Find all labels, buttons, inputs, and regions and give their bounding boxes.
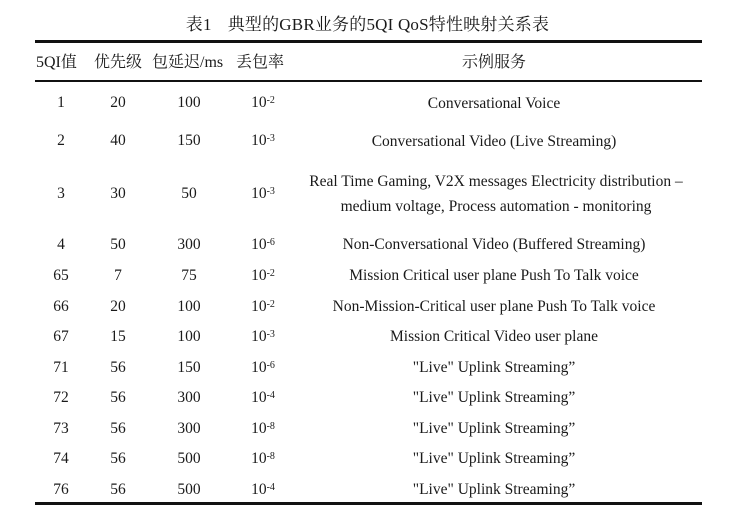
cell-example-service: Conversational Voice bbox=[427, 94, 561, 112]
cell-5qi: 71 bbox=[53, 358, 69, 376]
loss-base: 10 bbox=[251, 480, 267, 498]
cell-5qi: 76 bbox=[53, 480, 69, 498]
loss-base: 10 bbox=[251, 449, 267, 467]
cell-5qi: 3 bbox=[57, 185, 65, 202]
cell-delay: 300 bbox=[177, 235, 201, 253]
cell-delay: 150 bbox=[177, 132, 201, 149]
header-loss-rate: 丢包率 bbox=[236, 54, 285, 71]
table-row bbox=[35, 260, 702, 291]
cell-5qi: 65 bbox=[53, 266, 69, 284]
loss-base: 10 bbox=[251, 266, 267, 284]
header-delay: 包延迟/ms bbox=[152, 54, 224, 71]
cell-example-service: Conversational Video (Live Streaming) bbox=[371, 132, 617, 150]
cell-delay: 500 bbox=[177, 449, 201, 467]
cell-delay: 100 bbox=[177, 94, 201, 111]
cell-priority: 7 bbox=[114, 266, 122, 284]
cell-priority: 56 bbox=[110, 419, 126, 437]
loss-base: 10 bbox=[251, 358, 267, 376]
cell-delay: 50 bbox=[181, 185, 197, 202]
loss-base: 10 bbox=[251, 132, 267, 149]
table-number: 表1 bbox=[185, 15, 212, 34]
cell-example-service: Mission Critical user plane Push To Talk voice bbox=[349, 267, 639, 284]
cell-delay: 100 bbox=[177, 297, 201, 315]
cell-5qi: 1 bbox=[57, 94, 65, 111]
cell-loss-rate: 10 $^{-8}$ bbox=[251, 419, 275, 437]
cell-priority: 20 bbox=[110, 297, 126, 315]
cell-loss-rate: 10 $^{-3}$ bbox=[251, 132, 275, 149]
cell-priority: 50 bbox=[110, 235, 126, 253]
header-rule bbox=[35, 80, 702, 82]
cell-5qi: 73 bbox=[53, 419, 69, 437]
table-row bbox=[35, 382, 702, 413]
table-row bbox=[35, 166, 702, 222]
cell-example-service: Mission Critical Video user plane bbox=[389, 328, 598, 345]
cell-priority: 56 bbox=[110, 449, 126, 467]
cell-5qi: 72 bbox=[53, 388, 69, 406]
cell-delay: 500 bbox=[177, 480, 201, 498]
cell-priority: 20 bbox=[110, 94, 126, 111]
table-row bbox=[35, 126, 702, 156]
table-row bbox=[35, 443, 702, 474]
cell-5qi: 4 bbox=[57, 235, 65, 253]
header-5qi: 5QI值 bbox=[36, 54, 77, 71]
cell-loss-rate: 10 $^{-3}$ bbox=[251, 185, 275, 202]
header-priority: 优先级 bbox=[94, 54, 143, 71]
table-row bbox=[35, 321, 702, 352]
top-rule bbox=[35, 40, 702, 43]
loss-base: 10 bbox=[251, 185, 267, 202]
cell-example-service: "Live" Uplink Streaming” bbox=[412, 450, 576, 467]
header-example-service: 示例服务 bbox=[462, 54, 527, 71]
table-caption bbox=[0, 10, 735, 35]
cell-delay: 300 bbox=[177, 388, 201, 406]
table-row bbox=[35, 352, 702, 383]
loss-base: 10 bbox=[251, 94, 267, 111]
cell-example-service: Non-Conversational Video (Buffered Streaming) bbox=[342, 236, 646, 253]
cell-loss-rate: 10 $^{-2}$ bbox=[251, 297, 275, 315]
cell-priority: 56 bbox=[110, 358, 126, 376]
cell-example-service: Real Time Gaming, V2X messages Electricity distribution – medium voltage, Process automation - monitoring bbox=[309, 173, 683, 215]
cell-priority: 30 bbox=[110, 185, 126, 202]
cell-delay: 100 bbox=[177, 327, 201, 345]
cell-delay: 300 bbox=[177, 419, 201, 437]
cell-loss-rate: 10 $^{-2}$ bbox=[251, 266, 275, 284]
cell-priority: 40 bbox=[110, 132, 126, 149]
table-row bbox=[35, 291, 702, 322]
table-row bbox=[35, 413, 702, 444]
cell-loss-rate: 10 $^{-4}$ bbox=[251, 480, 275, 498]
cell-5qi: 67 bbox=[53, 327, 69, 345]
cell-delay: 150 bbox=[177, 358, 201, 376]
cell-5qi: 74 bbox=[53, 449, 69, 467]
cell-example-service: Non-Mission-Critical user plane Push To Talk voice bbox=[332, 298, 656, 315]
loss-base: 10 bbox=[251, 419, 267, 437]
loss-base: 10 bbox=[251, 297, 267, 315]
cell-priority: 15 bbox=[110, 327, 126, 345]
cell-loss-rate: 10 $^{-6}$ bbox=[251, 235, 275, 253]
loss-base: 10 bbox=[251, 327, 267, 345]
cell-loss-rate: 10 $^{-4}$ bbox=[251, 388, 275, 406]
table-title: 典型的GBR业务的5QI QoS特性映射关系表 bbox=[227, 15, 550, 34]
cell-loss-rate: 10 $^{-8}$ bbox=[251, 449, 275, 467]
cell-loss-rate: 10 $^{-2}$ bbox=[251, 94, 275, 111]
cell-example-service: "Live" Uplink Streaming” bbox=[412, 420, 576, 437]
table-row bbox=[35, 88, 702, 118]
cell-priority: 56 bbox=[110, 480, 126, 498]
cell-5qi: 66 bbox=[53, 297, 69, 315]
loss-base: 10 bbox=[251, 388, 267, 406]
cell-delay: 75 bbox=[181, 266, 197, 284]
loss-base: 10 bbox=[251, 235, 267, 253]
cell-example-service: "Live" Uplink Streaming” bbox=[412, 481, 576, 498]
cell-loss-rate: 10 $^{-6}$ bbox=[251, 358, 275, 376]
cell-priority: 56 bbox=[110, 388, 126, 406]
bottom-rule bbox=[35, 502, 702, 505]
table-row bbox=[35, 474, 702, 505]
cell-example-service: "Live" Uplink Streaming” bbox=[412, 389, 576, 406]
cell-example-service: "Live" Uplink Streaming” bbox=[412, 359, 576, 376]
cell-loss-rate: 10 $^{-3}$ bbox=[251, 327, 275, 345]
cell-5qi: 2 bbox=[57, 132, 65, 149]
table-row bbox=[35, 229, 702, 260]
